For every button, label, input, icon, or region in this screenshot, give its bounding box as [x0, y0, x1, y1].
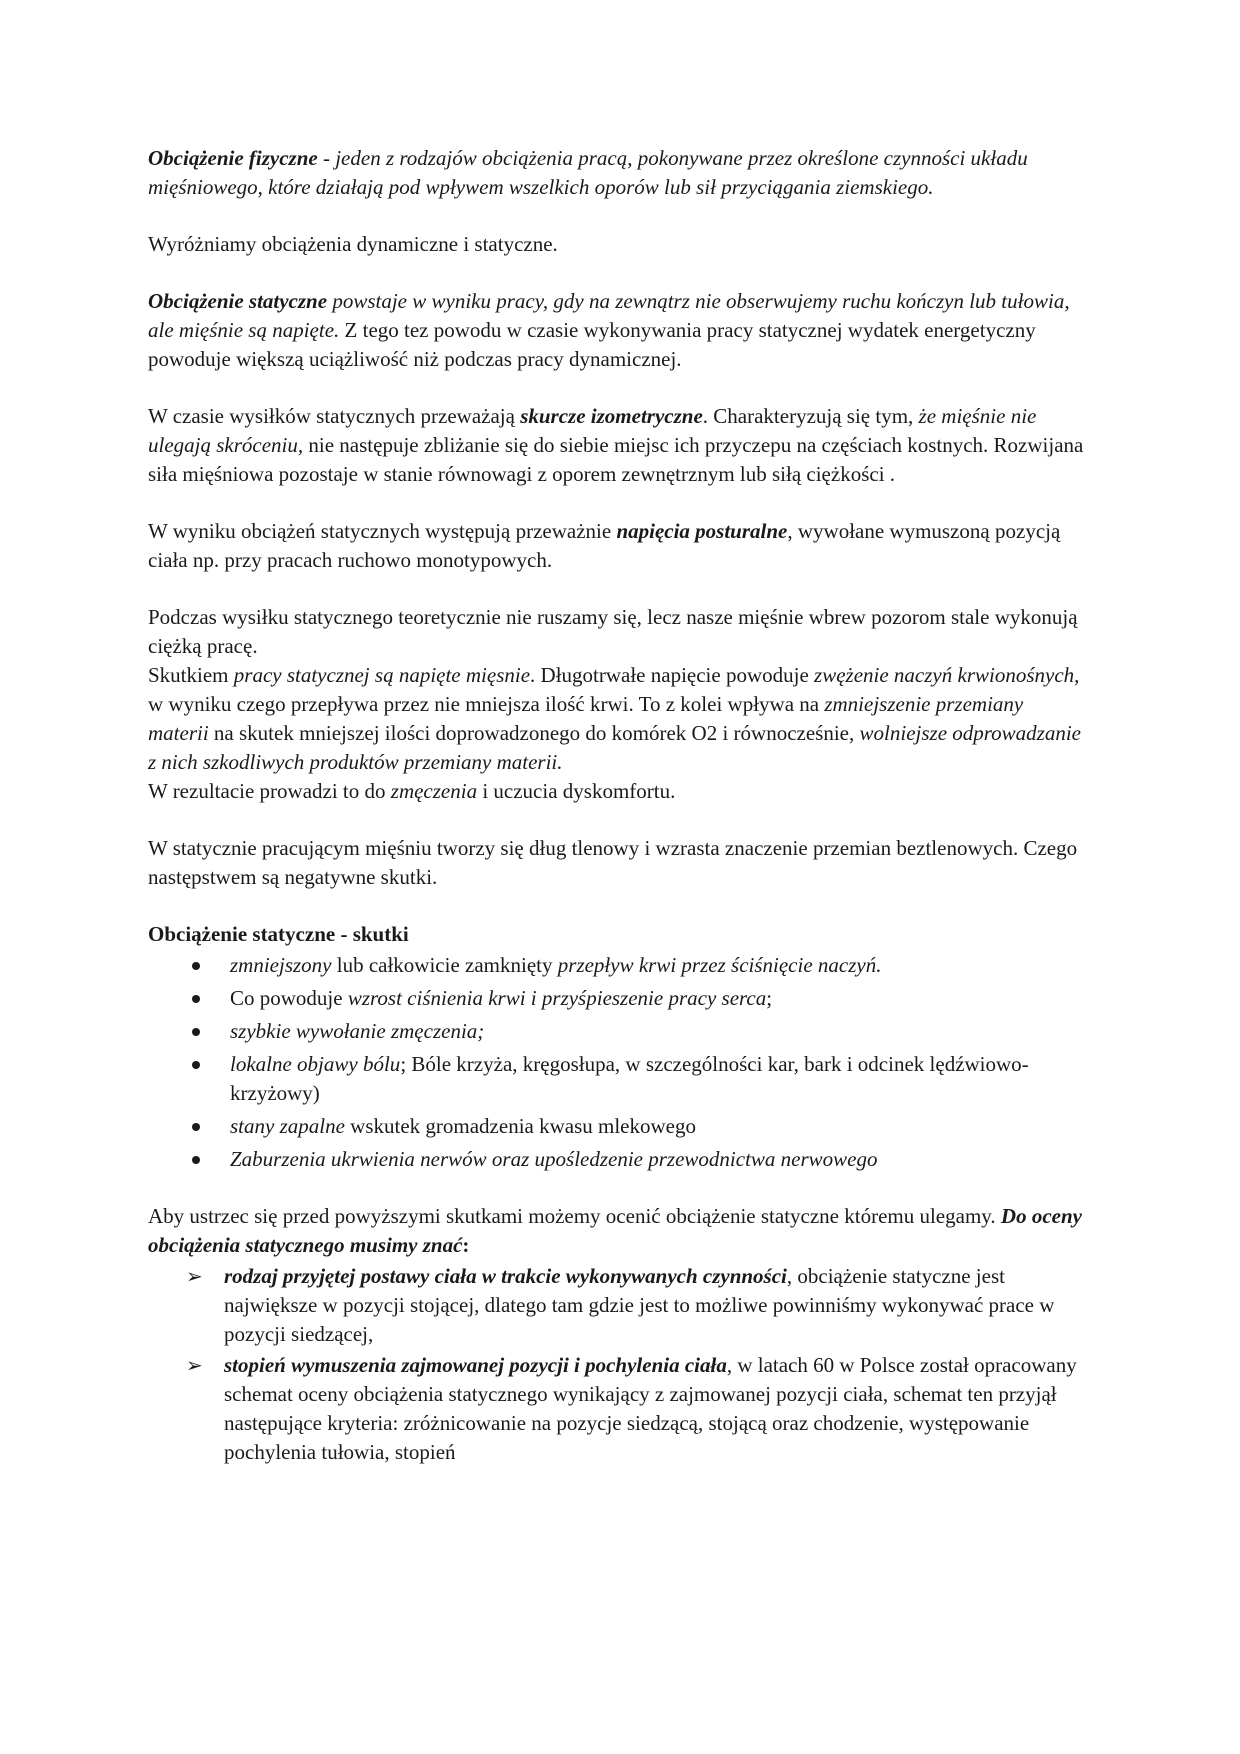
- paragraph-assessment: [148, 1202, 1088, 1260]
- bullet-icon: [192, 1156, 200, 1164]
- text-run: skurcze izometryczne: [520, 404, 703, 428]
- text-run: Wyróżniamy obciążenia dynamiczne i statyczne.: [148, 232, 558, 256]
- effects-list: [148, 951, 1088, 1174]
- text-run: ;: [766, 986, 773, 1010]
- text-run: Z tego tez powodu w czasie wykonywania pracy statycznej wydatek energetyczny powoduje większą uciążliwość niż podczas pracy dynamicznej.: [148, 318, 1036, 371]
- text-run: Aby ustrzec się przed powyższymi skutkami możemy ocenić obciążenie statyczne któremu ulegamy.: [148, 1204, 1001, 1228]
- document-page: [148, 144, 1088, 1469]
- paragraph-types: [148, 230, 1088, 259]
- text-run: Podczas wysiłku statycznego teoretycznie nie ruszamy się, lecz nasze mięśnie wbrew pozorom stale wykonują ciężką pracę.: [148, 605, 1078, 658]
- text-run: lokalne objawy bólu: [230, 1052, 401, 1076]
- bullet-icon: [192, 962, 200, 970]
- text-run: Obciążenie statyczne: [148, 289, 328, 313]
- text-run: . Długotrwałe napięcie powoduje: [530, 663, 815, 687]
- text-run: W wyniku obciążeń statycznych występują przeważnie: [148, 519, 617, 543]
- text-run: przepływ krwi przez ściśnięcie naczyń.: [557, 953, 882, 977]
- bullet-icon: [192, 1061, 200, 1069]
- text-run: stopień wymuszenia zajmowanej pozycji i pochylenia ciała: [224, 1353, 727, 1377]
- paragraph-postural: [148, 517, 1088, 575]
- list-item: [148, 1112, 1088, 1141]
- text-run: . Charakteryzują się tym,: [702, 404, 919, 428]
- text-run: Zaburzenia ukrwienia nerwów oraz upośledzenie przewodnictwa nerwowego: [230, 1147, 878, 1171]
- text-run: powstaje w wyniku pracy, gdy na zewnątrz nie obserwujemy ruchu kończyn lub tułowia, ale mięśnie są napięte.: [148, 289, 1070, 342]
- paragraph-static-effort: [148, 603, 1088, 661]
- text-run: W statycznie pracującym mięśniu tworzy się dług tlenowy i wzrasta znaczenie przemian beztlenowych. Czego następstwem są negatywne skutki.: [148, 836, 1078, 889]
- list-item: [148, 984, 1088, 1013]
- text-run: i uczucia dyskomfortu.: [477, 779, 676, 803]
- paragraph-oxygen-debt: [148, 834, 1088, 892]
- arrowhead-icon: ➢: [186, 1264, 203, 1288]
- bullet-icon: [192, 1028, 200, 1036]
- text-run: ; Bóle krzyża, kręgosłupa, w szczególności kar, bark i odcinek lędźwiowo-krzyżowy): [230, 1052, 1029, 1105]
- text-run: , w latach 60 w Polsce został opracowany schemat oceny obciążenia statycznego wynikający z zajmowanej pozycji ciała, schemat ten przyjął następujące kryteria: zróżnicowanie na pozycje siedzącą, stojącą oraz chodzenie, występowanie pochylenia tułowia, stopień: [224, 1353, 1077, 1464]
- text-run: w wyniku czego przepływa przez nie mniejsza ilość krwi. To z kolei wpływa na: [148, 692, 825, 716]
- text-run: :: [462, 1233, 470, 1257]
- text-run: wolniejsze odprowadzanie z nich szkodliwych produktów przemiany materii.: [148, 721, 1081, 774]
- text-run: na skutek mniejszej ilości doprowadzonego do komórek O2 i równocześnie,: [208, 721, 860, 745]
- list-item: [148, 1351, 1088, 1467]
- list-item: [148, 1145, 1088, 1174]
- list-item: [148, 951, 1088, 980]
- text-run: nie następuje zbliżanie się do siebie miejsc ich przyczepu na częściach kostnych. Rozwijana siła mięśniowa pozostaje w stanie równowagi z oporem zewnętrznym lub siłą ciężkości .: [148, 433, 1084, 486]
- bullet-icon: [192, 995, 200, 1003]
- text-run: , obciążenie statyczne jest największe w pozycji stojącej, dlatego tam gdzie jest to możliwe powinniśmy wykonywać prace w pozycji siedzącej,: [224, 1264, 1055, 1346]
- paragraph-definition: [148, 144, 1088, 202]
- paragraph-isometric: [148, 402, 1088, 489]
- section-heading: Obciążenie statyczne - skutki: [148, 922, 409, 946]
- text-run: rodzaj przyjętej postawy ciała w trakcie wykonywanych czynności: [224, 1264, 787, 1288]
- text-run: zmniejszenie przemiany materii: [148, 692, 1024, 745]
- list-item: [148, 1050, 1088, 1108]
- text-run: - jeden z rodzajów obciążenia pracą, pokonywane przez określone czynności układu mięśniowego, które działają pod wpływem wszelkich oporów lub sił przyciągania ziemskiego.: [148, 146, 1028, 199]
- text-run: szybkie wywołanie zmęczenia;: [230, 1019, 485, 1043]
- criteria-list: [148, 1262, 1088, 1467]
- bullet-icon: [192, 1123, 200, 1131]
- text-run: , wywołane wymuszoną pozycją ciała np. przy pracach ruchowo monotypowych.: [148, 519, 1061, 572]
- list-item: [148, 1262, 1088, 1349]
- paragraph-static-load: [148, 287, 1088, 374]
- list-item: [148, 1017, 1088, 1046]
- text-run: napięcia posturalne: [616, 519, 788, 543]
- text-run: stany zapalne: [230, 1114, 345, 1138]
- paragraph-result: [148, 777, 1088, 806]
- text-run: Skutkiem: [148, 663, 234, 687]
- text-run: W czasie wysiłków statycznych przeważają: [148, 404, 521, 428]
- text-run: wskutek gromadzenia kwasu mlekowego: [344, 1114, 696, 1138]
- text-run: wzrost ciśnienia krwi i przyśpieszenie pracy serca: [347, 986, 767, 1010]
- text-run: że mięśnie nie ulegają skróceniu,: [148, 404, 1037, 457]
- text-run: W rezultacie prowadzi to do: [148, 779, 391, 803]
- text-run: Do oceny obciążenia statycznego musimy znać: [148, 1204, 1082, 1257]
- text-run: Obciążenie fizyczne: [148, 146, 318, 170]
- text-run: pracy statycznej są napięte mięsnie: [233, 663, 531, 687]
- text-run: zmęczenia: [390, 779, 478, 803]
- text-run: Co powoduje: [230, 986, 348, 1010]
- text-run: lub całkowicie zamknięty: [331, 953, 558, 977]
- arrowhead-icon: ➢: [186, 1353, 203, 1377]
- paragraph-effects: [148, 661, 1088, 777]
- text-run: zwężenie naczyń krwionośnych,: [814, 663, 1080, 687]
- text-run: zmniejszony: [230, 953, 332, 977]
